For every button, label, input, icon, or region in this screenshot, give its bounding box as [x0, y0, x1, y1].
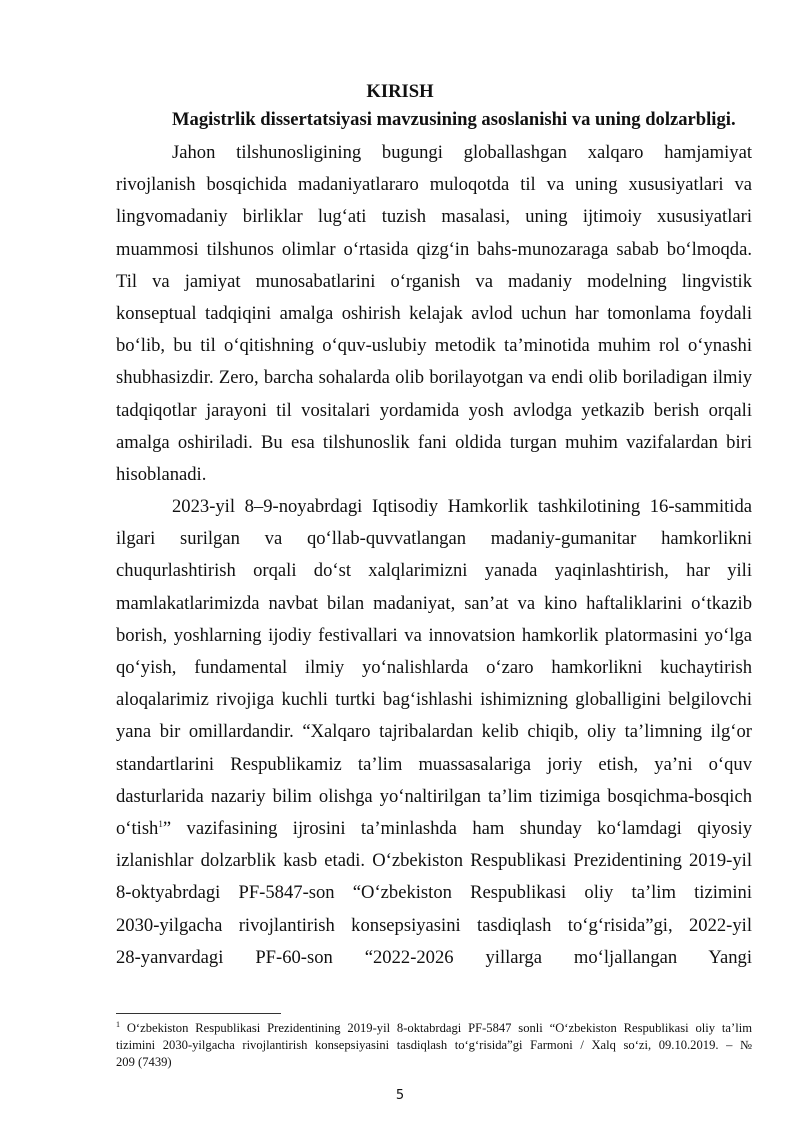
text-line: tadqiqotlar jarayoni til vositalari yordamida yosh avlodga yetkazib berish orqali [116, 399, 752, 421]
text-line: borish, yoshlarning ijodiy festivallari va innovatsion hamkorlik platormasini yo‘lga [116, 624, 752, 646]
footnote-line: 209 (7439) [116, 1055, 172, 1069]
text-line: lingvomadaniy birliklar lug‘ati tuzish masalasi, uning ijtimoiy xususiyatlari [116, 206, 752, 228]
text-line: shubhasizdir. Zero, barcha sohalarda olib borilayotgan va endi olib boriladigan ilmiy [116, 367, 752, 389]
text-line: hisoblanadi. [116, 463, 207, 485]
text-line: muammosi tilshunos olimlar o‘rtasida qizg‘in bahs-munozaraga sabab bo‘lmoqda. [116, 238, 752, 260]
text-line: amalga oshiriladi. Bu esa tilshunoslik fani oldida turgan muhim vazifalardan biri [116, 431, 752, 453]
text-line: ilgari surilgan va qo‘llab-quvvatlangan madaniy-gumanitar hamkorlikni [116, 528, 752, 550]
footnote-marker: 1 [116, 1019, 120, 1029]
text-line: aloqalarimiz rivojiga kuchli turtki bag‘ishlashi ishimizning globalligini belgilovchi [116, 689, 752, 711]
text-fragment: o‘tish [116, 817, 159, 839]
footnote-line [116, 1020, 752, 1037]
text-line: qo‘yish, fundamental ilmiy yo‘nalishlarda o‘zaro hamkorlikni kuchaytirish [116, 657, 752, 678]
footnote-reference[interactable]: 1 [158, 818, 163, 829]
text-line: Jahon tilshunosligining bugungi globallashgan xalqaro hamjamiyat [172, 142, 752, 163]
text-fragment: ” vazifasining ijrosini ta’minlashda ham shunday ko‘lamdagi qiyosiy [162, 817, 752, 839]
section-heading: KIRISH [366, 81, 434, 102]
main-text [116, 137, 752, 974]
text-line: 8-oktyabrdagi PF-5847-son “O‘zbekiston Respublikasi oliy ta’lim tizimini [116, 882, 752, 904]
text-line: konseptual tadqiqini amalga oshirish kelajak avlod uchun har tomonlama foydali [116, 302, 752, 324]
text-line: bo‘lib, bu til o‘qitishning o‘quv-uslubiy metodik ta’minotida muhim rol o‘ynashi [116, 335, 752, 357]
text-line: izlanishlar dolzarblik kasb etadi. O‘zbekiston Respublikasi Prezidentining 2019-yil [116, 850, 752, 872]
footnote-text: O‘zbekiston Respublikasi Prezidentining 2019-yil 8-oktabrdagi PF-5847 sonli “O‘zbekiston Respublikasi oliy ta’lim [120, 1021, 752, 1035]
text-line: rivojlanish bosqichida madaniyatlararo muloqotda til va uning xususiyatlari va [116, 174, 752, 196]
footnote-line: tizimini 2030-yilgacha rivojlantirish konsepsiyasini tasdiqlash to‘g‘risida”gi Farmoni / Xalq so‘zi, 09.10.2019. – № [116, 1038, 752, 1052]
page-number: 5 [395, 1088, 405, 1103]
footnote-separator [116, 1013, 281, 1014]
text-line: 28-yanvardagi PF-60-son “2022-2026 yillarga mo‘ljallangan Yangi [116, 946, 752, 968]
text-line: dasturlarida nazariy bilim olishga yo‘naltirilgan ta’lim tizimiga bosqichma-bosqich [116, 785, 752, 807]
section-subheading: Magistrlik dissertatsiyasi mavzusining asoslanishi va uning dolzarbligi. [172, 109, 736, 130]
text-line: 2023-yil 8–9-noyabrdagi Iqtisodiy Hamkorlik tashkilotining 16-sammitida [172, 496, 752, 518]
text-line: 2030-yilgacha rivojlantirish konsepsiyasini tasdiqlash to‘g‘risida”gi, 2022-yil [116, 914, 752, 936]
text-line: chuqurlashtirish orqali do‘st xalqlarimizni yanada yaqinlashtirish, har yili [116, 560, 752, 582]
text-line-with-footnote [116, 813, 752, 845]
text-line: yana bir omillardandir. “Xalqaro tajribalardan kelib chiqib, oliy ta’limning ilg‘or [116, 721, 752, 743]
text-line: Til va jamiyat munosabatlarini o‘rganish va madaniy modelning lingvistik [116, 270, 752, 292]
text-line: standartlarini Respublikamiz ta’lim muassasalariga joriy etish, ya’ni o‘quv [116, 753, 752, 775]
text-line: mamlakatlarimizda navbat bilan madaniyat, san’at va kino haftaliklarini o‘tkazib [116, 592, 752, 614]
footnote [116, 1020, 752, 1071]
